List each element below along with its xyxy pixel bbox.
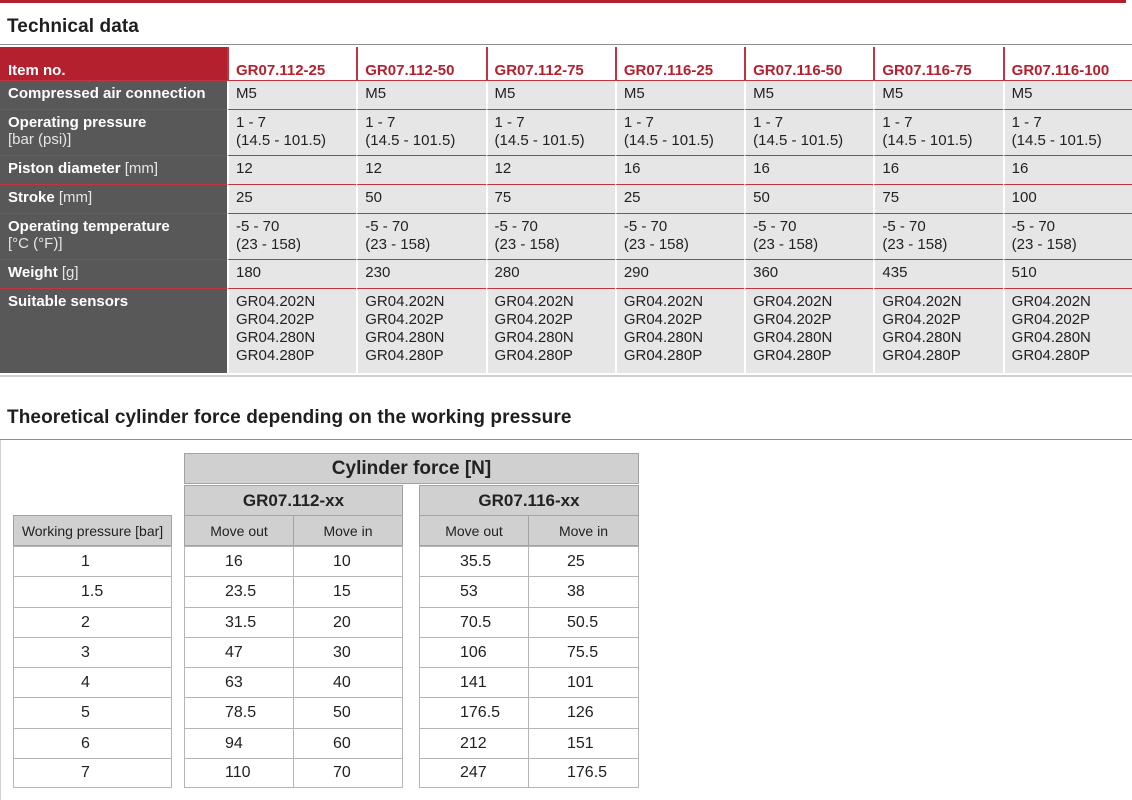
value-cell [744,156,873,185]
value-cell [744,185,873,214]
force-cell: 50.5 [528,607,639,638]
value-line: -5 - 70 [494,218,538,235]
value-line: -5 - 70 [882,218,926,235]
value-line: M5 [365,85,387,102]
value-cell [227,214,356,260]
row-label [0,81,227,110]
value-line: GR04.202N [235,293,316,310]
table-row [0,289,1132,373]
value-line: GR04.280P [365,347,444,364]
value-line: GR04.280N [753,329,833,346]
value-line: GR04.280N [623,329,704,346]
force-cell: 10 [293,546,403,577]
value-cell [1003,156,1132,185]
force-cell: 47 [184,637,294,668]
value-line: GR04.202P [882,311,961,328]
value-line: GR04.202P [1011,311,1091,328]
force-cell: 53 [419,576,529,608]
value-line: 16 [1011,160,1029,177]
force-cell: 70.5 [419,607,529,638]
pressure-cell: 4 [13,667,172,698]
row-unit: [mm] [124,160,159,177]
item-number-cell: GR07.116-50 [744,47,873,81]
pressure-cell: 6 [13,728,172,759]
pressure-cell: 3 [13,637,172,668]
table-row [0,110,1132,156]
item-number-cell: GR07.116-75 [873,47,1002,81]
value-cell [227,185,356,214]
value-cell [615,289,744,373]
value-line: 180 [235,264,262,281]
row-label-text: Suitable sensors [8,293,129,310]
force-cell: 70 [293,758,403,788]
row-label [0,110,227,156]
value-cell [486,110,615,156]
value-cell [873,156,1002,185]
force-cell: 78.5 [184,697,294,729]
value-cell [486,289,615,373]
pressure-cell: 1.5 [13,576,172,608]
value-line: GR04.280P [494,347,573,364]
value-cell [227,289,356,373]
section-divider [0,44,1132,45]
force-cell: 101 [528,667,639,698]
table-row [0,185,1132,214]
value-line: 435 [882,264,908,281]
value-line: -5 - 70 [235,218,280,235]
value-line: GR04.280P [882,347,961,364]
section-divider [0,439,1132,440]
value-cell [873,110,1002,156]
value-line: 360 [753,264,779,281]
value-line: 25 [235,189,253,206]
value-line: (23 - 158) [623,236,689,253]
force-cell: 94 [184,728,294,759]
value-cell [1003,214,1132,260]
value-cell [486,185,615,214]
row-label-text: Operating pressure [8,114,147,131]
table-header-row [0,47,1132,81]
value-cell [873,185,1002,214]
value-cell [1003,260,1132,289]
value-cell [1003,289,1132,373]
force-cell: 151 [528,728,639,759]
table-row [0,214,1132,260]
value-cell [615,185,744,214]
value-line: GR04.280P [235,347,315,364]
value-cell [227,81,356,110]
value-cell [615,110,744,156]
value-cell [356,289,485,373]
value-line: (14.5 - 101.5) [623,132,714,149]
value-line: GR04.202N [1011,293,1091,310]
row-unit: [bar (psi)] [8,131,72,148]
frame-edge [0,440,1,800]
item-number-cell: GR07.116-100 [1003,47,1132,81]
value-cell [615,81,744,110]
force-cell: 31.5 [184,607,294,638]
force-cell: 23.5 [184,576,294,608]
item-number-cell: GR07.112-75 [486,47,615,81]
force-cell: 40 [293,667,403,698]
value-line: 100 [1011,189,1037,206]
value-line: GR04.280P [1011,347,1091,364]
technical-data-table [0,47,1132,373]
item-no-header: Item no. [0,47,227,81]
value-cell [356,214,485,260]
move-in-header: Move in [293,515,403,546]
value-line: (23 - 158) [882,236,948,253]
value-cell [873,214,1002,260]
value-line: -5 - 70 [623,218,668,235]
move-out-header: Move out [184,515,294,546]
force-cell: 35.5 [419,546,529,577]
value-cell [486,214,615,260]
table-row [0,260,1132,289]
row-label [0,185,227,214]
value-cell [486,81,615,110]
value-line: (14.5 - 101.5) [365,132,456,149]
value-cell [744,81,873,110]
force-cell: 110 [184,758,294,788]
value-line: 280 [494,264,520,281]
value-line: M5 [494,85,516,102]
force-cell: 212 [419,728,529,759]
value-line: (14.5 - 101.5) [1011,132,1102,149]
force-cell: 126 [528,697,639,729]
value-line: 1 - 7 [882,114,913,131]
value-line: 1 - 7 [494,114,525,131]
value-line: 16 [753,160,770,177]
value-line: 16 [623,160,641,177]
value-line: GR04.202N [494,293,574,310]
value-line: GR04.202N [365,293,445,310]
force-cell: 247 [419,758,529,788]
value-line: 290 [623,264,649,281]
value-line: GR04.280P [623,347,703,364]
row-label [0,214,227,260]
value-line: (14.5 - 101.5) [882,132,973,149]
table-row [0,81,1132,110]
row-label-text: Operating temperature [8,218,170,235]
row-label [0,289,227,373]
item-number-cell: GR07.112-25 [227,47,356,81]
value-cell [873,81,1002,110]
force-cell: 63 [184,667,294,698]
row-unit: [°C (°F)] [8,235,63,252]
force-cell: 141 [419,667,529,698]
value-line: (14.5 - 101.5) [753,132,844,149]
value-line: GR04.202P [753,311,832,328]
value-line: GR04.280P [753,347,832,364]
value-line: 12 [365,160,382,177]
value-line: -5 - 70 [753,218,797,235]
value-cell [356,110,485,156]
value-cell [356,185,485,214]
value-line: GR04.280N [365,329,445,346]
value-cell [1003,81,1132,110]
row-label-text: Piston diameter [8,160,121,177]
row-unit: [mm] [58,189,93,206]
value-line: (23 - 158) [1011,236,1077,253]
value-line: (14.5 - 101.5) [235,132,327,149]
value-line: (23 - 158) [365,236,431,253]
value-cell [356,156,485,185]
value-cell [1003,185,1132,214]
value-line: -5 - 70 [365,218,409,235]
pressure-cell: 2 [13,607,172,638]
value-line: 230 [365,264,391,281]
value-cell [615,214,744,260]
value-line: 25 [623,189,641,206]
force-cell: 15 [293,576,403,608]
value-line: GR04.202P [365,311,444,328]
value-cell [744,214,873,260]
value-line: GR04.280N [1011,329,1091,346]
value-cell [615,260,744,289]
force-cell: 60 [293,728,403,759]
table-row [0,156,1132,185]
value-line: GR04.202P [623,311,703,328]
force-cell: 38 [528,576,639,608]
working-pressure-header: Working pressure [bar] [13,515,172,546]
value-line: M5 [623,85,645,102]
value-line: GR04.202P [235,311,315,328]
value-line: (23 - 158) [753,236,819,253]
value-line: 50 [753,189,770,206]
row-label-text: Weight [8,264,58,281]
force-cell: 176.5 [419,697,529,729]
value-cell [227,156,356,185]
value-line: M5 [753,85,774,102]
value-cell [227,260,356,289]
value-line: M5 [1011,85,1033,102]
force-cell: 106 [419,637,529,668]
force-cell: 50 [293,697,403,729]
value-line: 510 [1011,264,1037,281]
value-line: 1 - 7 [365,114,396,131]
force-cell: 176.5 [528,758,639,788]
table-bottom-rule [0,375,1132,377]
value-line: 16 [882,160,900,177]
move-in-header: Move in [528,515,639,546]
force-cell: 75.5 [528,637,639,668]
value-line: 1 - 7 [623,114,654,131]
item-number-cell: GR07.116-25 [615,47,744,81]
technical-data-title: Technical data [7,16,139,37]
value-cell [744,289,873,373]
value-cell [486,260,615,289]
row-label-text: Stroke [8,189,55,206]
pressure-cell: 5 [13,697,172,729]
force-cell: 30 [293,637,403,668]
row-label [0,156,227,185]
value-line: M5 [882,85,904,102]
force-section-title: Theoretical cylinder force depending on the working pressure [7,407,572,428]
item-number-cell: GR07.112-50 [356,47,485,81]
value-line: 12 [494,160,512,177]
value-cell [356,81,485,110]
value-cell [873,289,1002,373]
value-cell [227,110,356,156]
row-label-text: Compressed air connection [8,85,206,102]
value-line: GR04.202N [882,293,962,310]
value-cell [486,156,615,185]
value-line: (23 - 158) [494,236,560,253]
value-line: GR04.280N [235,329,316,346]
value-line: -5 - 70 [1011,218,1056,235]
value-line: GR04.280N [882,329,962,346]
value-line: 75 [494,189,512,206]
value-line: 1 - 7 [1011,114,1042,131]
row-unit: [g] [61,264,79,281]
value-line: GR04.202N [753,293,833,310]
value-cell [615,156,744,185]
force-cell: 25 [528,546,639,577]
value-line: 1 - 7 [235,114,266,131]
value-line: (23 - 158) [235,236,302,253]
row-label [0,260,227,289]
value-line: 12 [235,160,253,177]
value-cell [1003,110,1132,156]
value-line: GR04.202N [623,293,704,310]
top-accent-bar [0,0,1132,3]
cylinder-force-header: Cylinder force [N] [184,453,639,484]
value-line: GR04.202P [494,311,573,328]
value-line: (14.5 - 101.5) [494,132,585,149]
value-line: 75 [882,189,900,206]
group-header-116: GR07.116-xx [419,485,639,516]
value-cell [356,260,485,289]
pressure-cell: 7 [13,758,172,788]
force-cell: 16 [184,546,294,577]
move-out-header: Move out [419,515,529,546]
value-cell [873,260,1002,289]
value-cell [744,110,873,156]
value-line: M5 [235,85,257,102]
value-line: 1 - 7 [753,114,784,131]
group-header-112: GR07.112-xx [184,485,403,516]
value-line: GR04.280N [494,329,574,346]
value-line: 50 [365,189,382,206]
pressure-cell: 1 [13,546,172,577]
force-cell: 20 [293,607,403,638]
value-cell [744,260,873,289]
